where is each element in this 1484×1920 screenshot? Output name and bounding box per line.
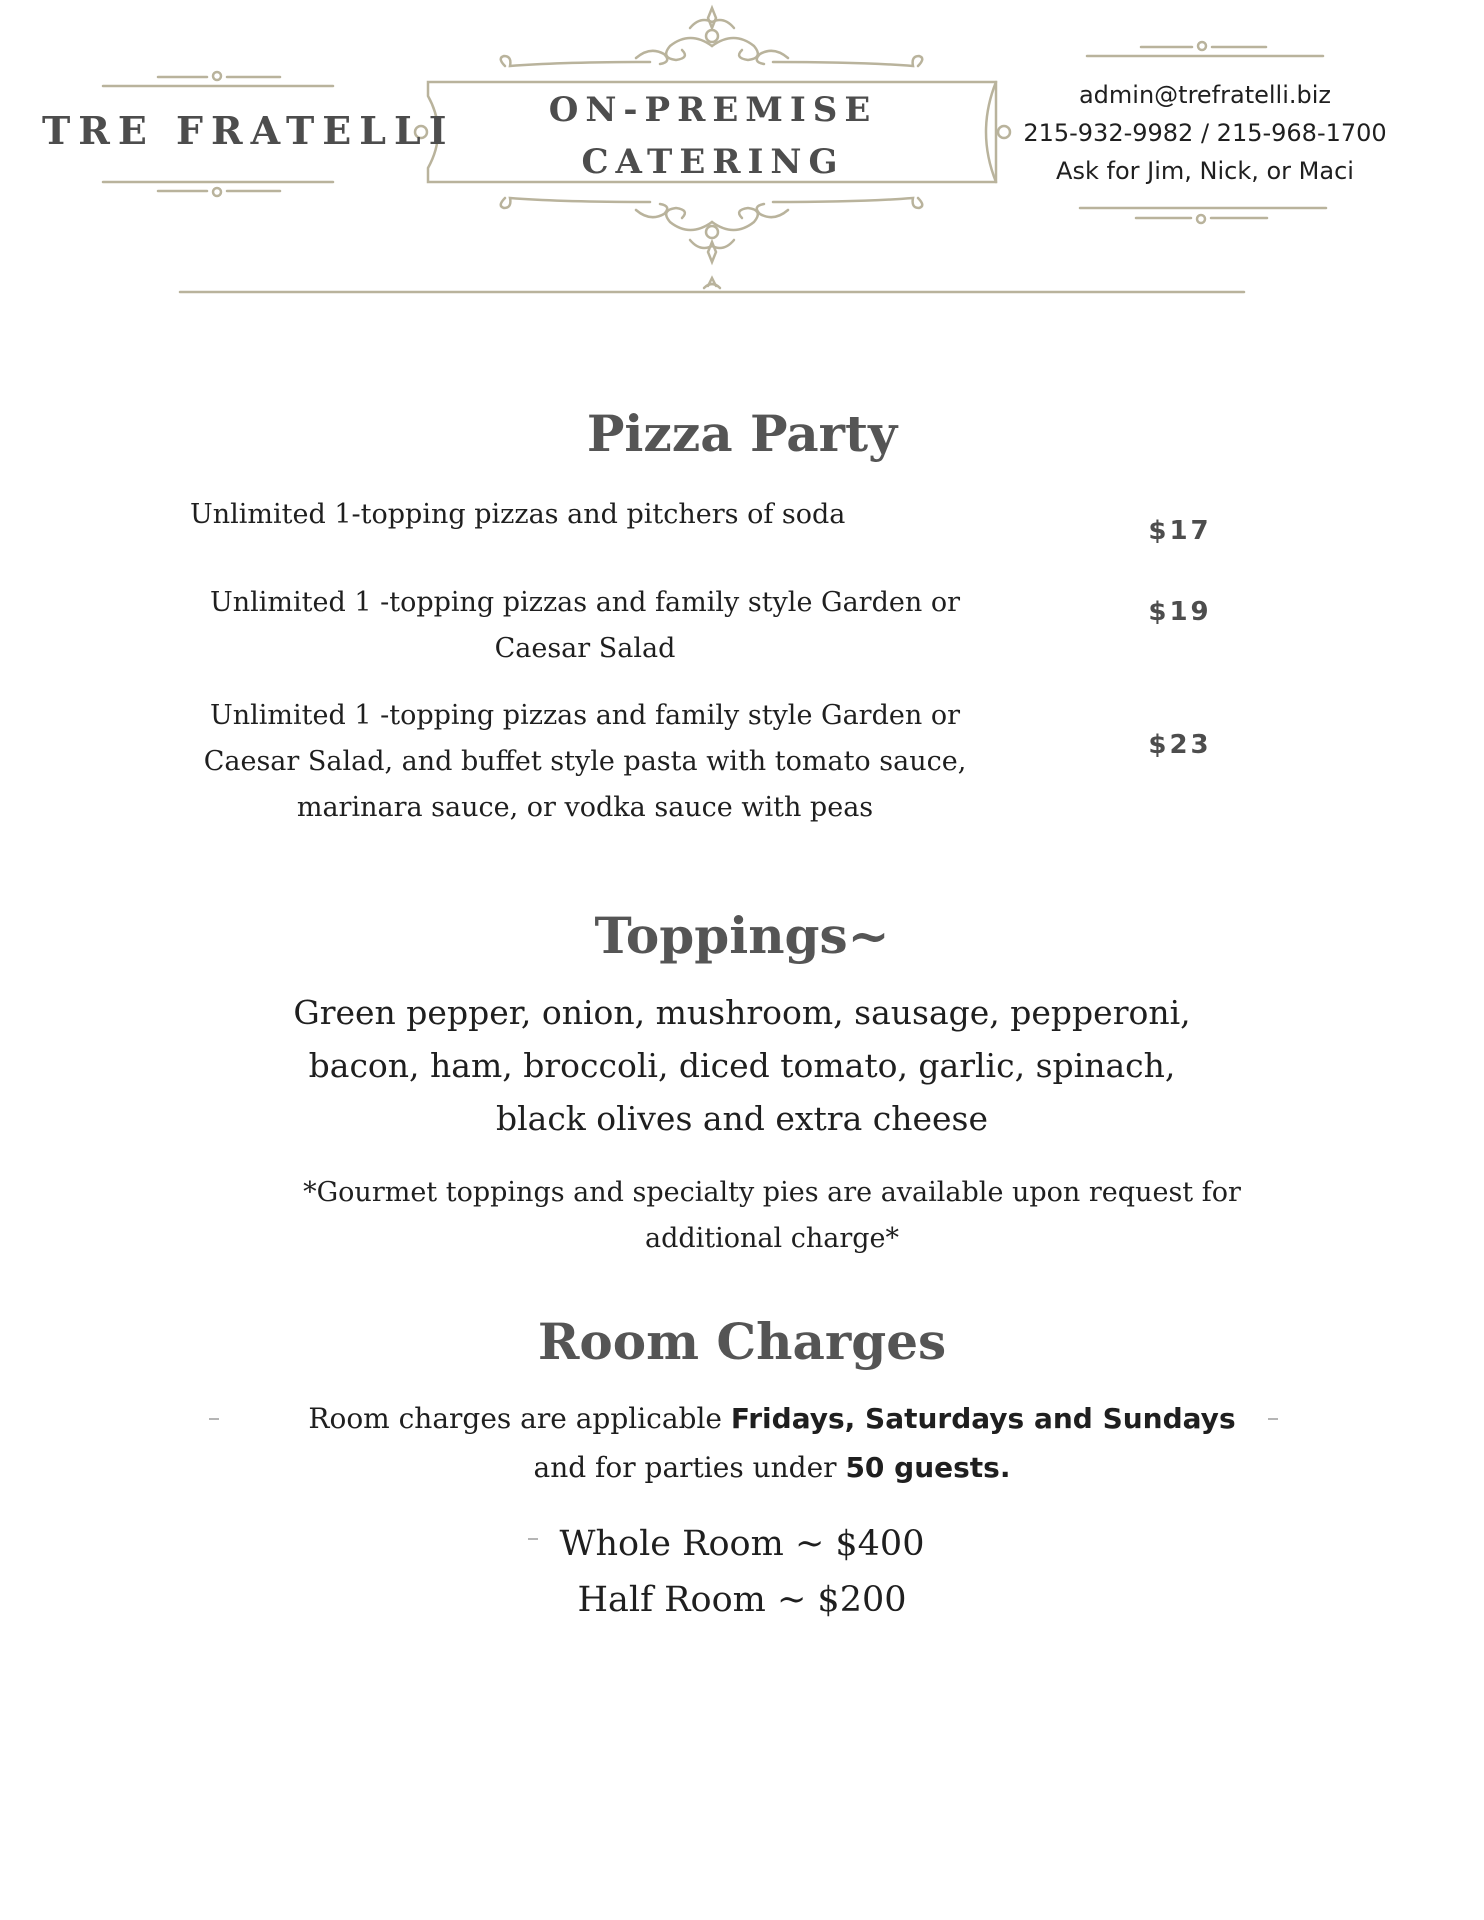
room-charges-days: Fridays, Saturdays and Sundays bbox=[730, 1402, 1236, 1435]
menu-item-text: Unlimited 1-topping pizzas and pitchers of soda bbox=[190, 499, 846, 530]
room-charges-line-2 bbox=[242, 1443, 1302, 1492]
toppings-title: Toppings~ bbox=[594, 906, 890, 965]
menu-item-text: Unlimited 1 -topping pizzas and family style Garden or Caesar Salad bbox=[210, 587, 960, 664]
room-charges-line-1 bbox=[242, 1394, 1302, 1443]
room-charges-text: Room charges are applicable bbox=[308, 1402, 731, 1435]
room-charges-text: and for parties under bbox=[533, 1451, 846, 1484]
toppings-list: Green pepper, onion, mushroom, sausage, pepperoni, bacon, ham, broccoli, diced tomato, garlic, spinach, black olives and extra cheese bbox=[293, 993, 1191, 1138]
contact-block bbox=[1010, 76, 1400, 190]
contact-names: Ask for Jim, Nick, or Maci bbox=[1056, 157, 1354, 185]
decorative-dash bbox=[209, 1418, 219, 1420]
menu-item-price: $19 bbox=[1148, 597, 1212, 627]
brand-name: TRE FRATELLI bbox=[42, 108, 455, 153]
pizza-party-title: Pizza Party bbox=[586, 404, 898, 463]
whole-room-price: Whole Room ~ $400 bbox=[559, 1524, 925, 1564]
gourmet-note: *Gourmet toppings and specialty pies are available upon request for additional charge* bbox=[303, 1177, 1241, 1254]
menu-item-price: $17 bbox=[1148, 516, 1212, 546]
contact-phone[interactable]: 215-932-9982 / 215-968-1700 bbox=[1023, 119, 1387, 147]
room-charges-title: Room Charges bbox=[537, 1312, 947, 1371]
menu-item-text: Unlimited 1 -topping pizzas and family style Garden or Caesar Salad, and buffet style pasta with tomato sauce, marinara sauce, or vodka sauce with peas bbox=[203, 700, 967, 823]
menu-item-price: $23 bbox=[1148, 730, 1212, 760]
room-charges-guests: 50 guests. bbox=[845, 1451, 1011, 1484]
half-room-price: Half Room ~ $200 bbox=[577, 1580, 907, 1620]
banner-line-on-premise: ON-PREMISE bbox=[548, 90, 878, 130]
contact-email[interactable]: admin@trefratelli.biz bbox=[1078, 81, 1332, 109]
banner-line-catering: CATERING bbox=[581, 142, 845, 182]
room-charges-intro bbox=[242, 1394, 1302, 1492]
catering-banner bbox=[428, 84, 998, 188]
